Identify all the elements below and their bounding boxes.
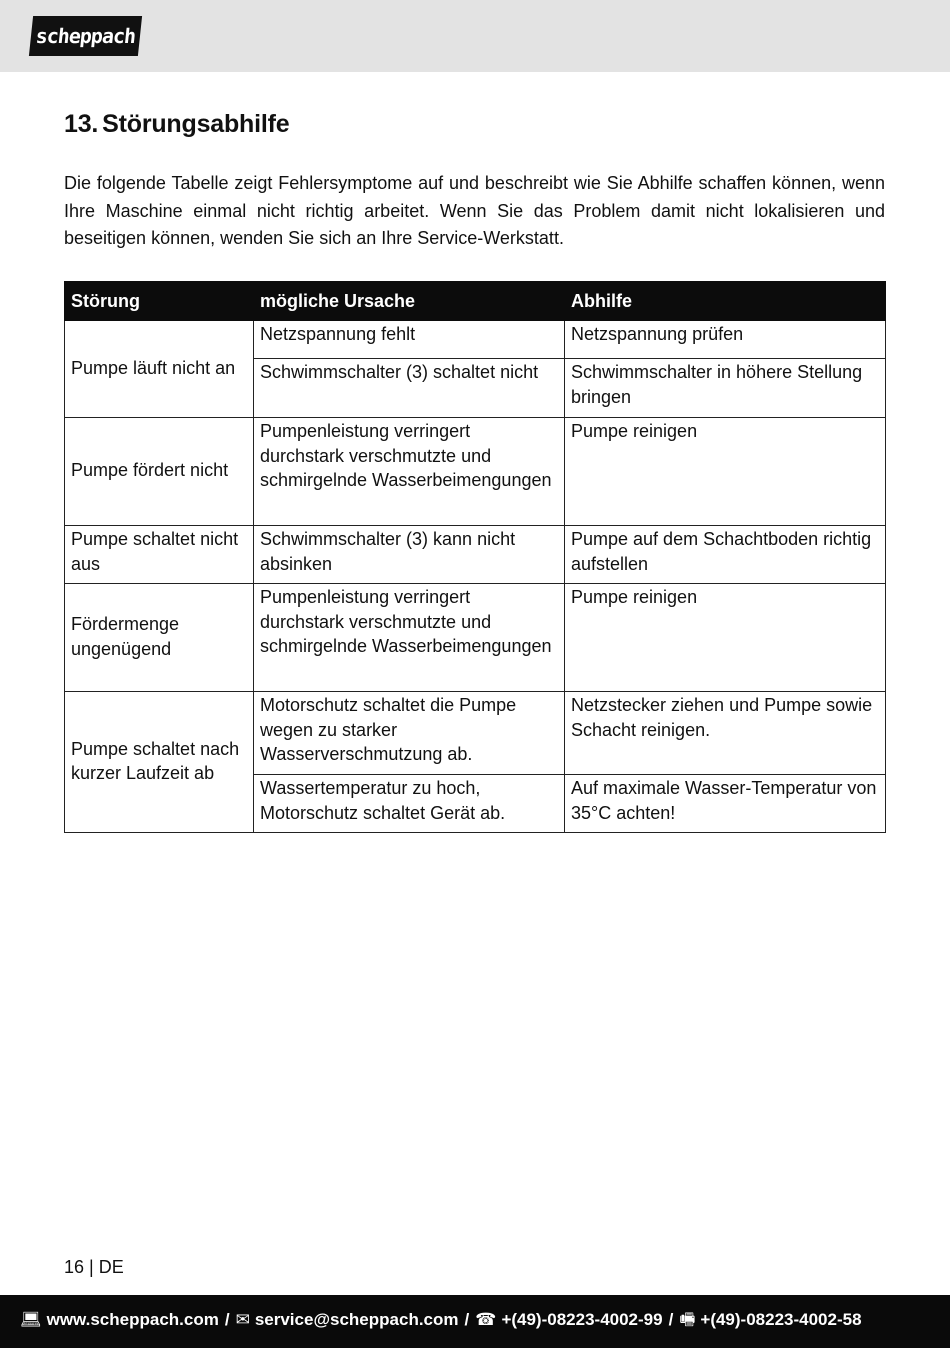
remedy-cell: Pumpe reinigen [565,418,886,526]
disorder-cell: Pumpe läuft nicht an [65,321,254,418]
remedy-cell: Pumpe auf dem Schachtboden richtig aufstellen [565,526,886,584]
intro-paragraph: Die folgende Tabelle zeigt Fehlersymptome auf und beschreibt wie Sie Abhilfe schaffen können, wenn Ihre Maschine einmal nicht richtig arbeitet. Wenn Sie das Problem damit nicht lokalisieren und beseitigen können, wenden Sie sich an Ihre Service-Werkstatt. [64,173,885,248]
cause-cell: Pumpenleistung verringert durchstark verschmutzte und schmirgelnde Wasserbeimengungen [254,418,565,526]
remedy-cell: Netzstecker ziehen und Pumpe sowie Schacht reinigen. [565,692,886,775]
page-language: DE [98,1257,124,1277]
cause-cell: Wassertemperatur zu hoch, Motorschutz schaltet Gerät ab. [254,775,565,833]
page-number-value: 16 [64,1257,85,1277]
remedy-cell: Auf maximale Wasser-Temperatur von 35°C achten! [565,775,886,833]
disorder-cell: Fördermenge ungenügend [65,584,254,692]
footer-separator: / [224,1310,230,1329]
section-title-text: Störungsabhilfe [102,110,290,138]
header-bar [0,0,950,72]
troubleshooting-table [64,281,886,833]
cause-cell: Motorschutz schaltet die Pumpe wegen zu starker Wasserverschmutzung ab. [254,692,565,775]
footer-email[interactable]: service@scheppach.com [254,1310,459,1329]
table-row [65,418,886,526]
cause-cell: Schwimmschalter (3) kann nicht absinken [254,526,565,584]
page-number [64,1257,124,1278]
remedy-cell: Netzspannung prüfen [565,321,886,359]
scheppach-logo: scheppach [29,16,142,56]
cause-cell: Pumpenleistung verringert durchstark verschmutzte und schmirgelnde Wasserbeimengungen [254,584,565,692]
footer-bar [0,1295,950,1348]
footer-phone: +(49)-08223-4002-99 [501,1310,663,1329]
computer-icon: 💻︎ [20,1310,42,1329]
disorder-cell: Pumpe schaltet nicht aus [65,526,254,584]
table-header-row [65,282,886,321]
disorder-cell: Pumpe schaltet nach kurzer Laufzeit ab [65,692,254,833]
section-title [64,110,289,139]
footer-separator: / [668,1310,674,1329]
fax-icon: 🖷︎ [679,1310,696,1329]
disorder-cell: Pumpe fördert nicht [65,418,254,526]
table-row [65,584,886,692]
phone-icon: ☎︎ [475,1310,497,1329]
cause-cell: Netzspannung fehlt [254,321,565,359]
table-row [65,526,886,584]
table-row [65,321,886,359]
footer-separator: / [464,1310,470,1329]
section-number: 13. [64,110,99,138]
footer-fax: +(49)-08223-4002-58 [700,1310,862,1329]
header-cause: mögliche Ursache [254,282,565,321]
header-remedy: Abhilfe [565,282,886,321]
table-row [65,692,886,775]
page-separator: | [89,1257,94,1277]
remedy-cell: Schwimmschalter in höhere Stellung bringen [565,359,886,418]
remedy-cell: Pumpe reinigen [565,584,886,692]
email-icon: ✉︎ [235,1310,250,1329]
header-disorder: Störung [65,282,254,321]
cause-cell: Schwimmschalter (3) schaltet nicht [254,359,565,418]
footer-website[interactable]: www.scheppach.com [46,1310,219,1329]
